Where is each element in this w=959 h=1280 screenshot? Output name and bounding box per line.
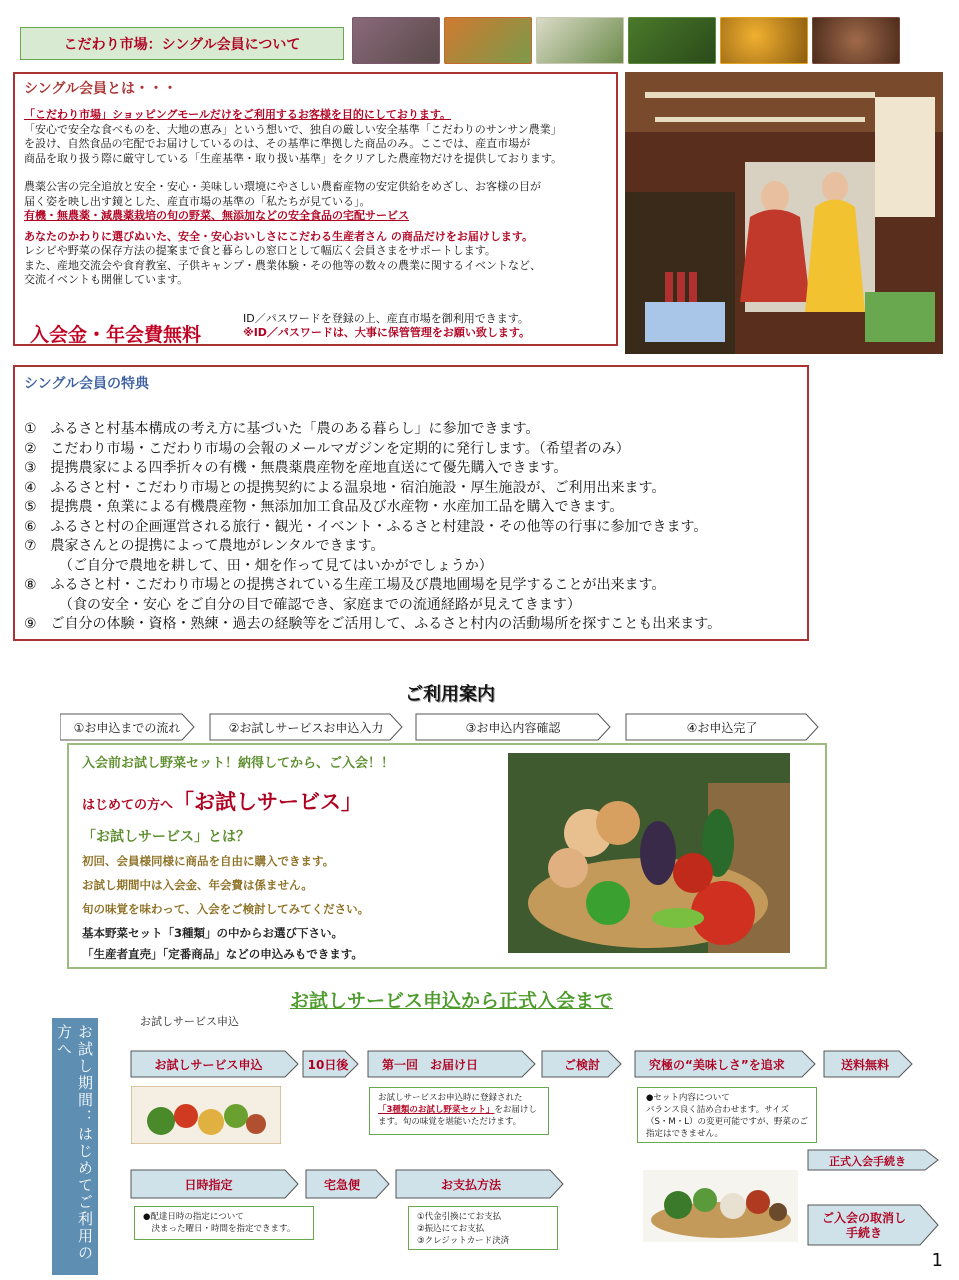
market-stall-photo — [625, 72, 943, 354]
intro-p1-line4: 商品を取り扱う際に厳守している「生産基準・取り扱い基準」をクリアした農産物だけを提供しております。 — [24, 151, 563, 165]
benefit-item: ⑧ ふるさと村・こだわり市場との提携されている生産工場及び農地圃場を見学することが出来ます。 — [24, 577, 666, 593]
note-line: ます。旬の味覚を堪能いただけます。 — [378, 1117, 522, 1127]
id-note: ID／パスワードを登録の上、産直市場を御利用できます。 — [243, 312, 529, 325]
benefit-item: ④ ふるさと村・こだわり市場との提携契約による温泉地・宿泊施設・厚生施設が、ご利用出来ます。 — [24, 479, 666, 496]
note-line — [378, 1104, 540, 1116]
note-line: バランス良く詰め合わせます。サイズ — [646, 1105, 789, 1115]
trial-line: 初回、会員様同様に商品を自由に購入できます。 — [82, 854, 335, 868]
flow-title: お試しサービス申込から正式入会まで — [290, 990, 614, 1012]
strip-photo-4 — [628, 17, 716, 64]
id-warning: ※ID／パスワードは、大事に保管管理をお願い致します。 — [243, 326, 531, 339]
flow-note-set — [637, 1087, 817, 1143]
note-line: ●配達日時の指定について — [143, 1212, 244, 1222]
intro-p2-line1: 農薬公害の完全追放と安全・安心・美味しい環境にやさしい農畜産物の安定供給をめざし、お客様の目が — [24, 180, 541, 193]
trial-period-sidebar — [52, 1018, 98, 1275]
flow-payment: お支払方法 — [440, 1177, 501, 1192]
page-header-title: こだわり市場：シングル会員について — [20, 27, 344, 60]
trial-period-label: お試し期間：はじめてご利用の方へ — [55, 1024, 94, 1262]
intro-heading: シングル会員とは・・・ — [24, 81, 177, 97]
trial-line: 基本野菜セット「3種類」の中からお選び下さい。 — [82, 926, 343, 940]
benefit-item: ② こだわり市場・こだわり市場の会報のメールマガジンを定期的に発行します。（希望者のみ） — [24, 440, 630, 457]
flow-vegetable-photo-2 — [643, 1170, 798, 1242]
flow-pursuit-taste: 究極の“美味しさ”を追求 — [649, 1057, 785, 1072]
intro-p3-line4: 交流イベントも開催しています。 — [24, 273, 189, 286]
flow-first-delivery: 第一回 お届け日 — [382, 1057, 479, 1072]
benefit-item: ③ 提携農家による四季折々の有機・無農薬農産物を産地直送にて優先購入できます。 — [24, 460, 568, 476]
trial-lead — [82, 786, 362, 816]
note-emph: 「3種類のお試し野菜セット」 — [378, 1105, 495, 1115]
intro-p3-line3: また、産地交流会や食育教室、子供キャンプ・農業体験・その他等の数々の農業に関するイベントなど、 — [24, 258, 541, 272]
vegetable-basket-photo — [508, 753, 790, 953]
note-line: （S・M・L）の変更可能ですが、野菜のご — [646, 1117, 808, 1127]
flow-note-date — [134, 1206, 314, 1240]
note-line: 指定はできません。 — [646, 1129, 724, 1139]
trial-lead-small: はじめての方へ — [82, 798, 174, 813]
benefits-list — [24, 420, 721, 635]
trial-what: 「お試しサービス」とは？ — [82, 829, 250, 845]
benefit-item: ⑥ ふるさと村の企画運営される旅行・観光・イベント・ふるさと村建設・その他等の行事に参加できます。 — [24, 518, 708, 535]
flow-vegetable-photo-1 — [131, 1086, 281, 1144]
strip-photo-1 — [352, 17, 440, 64]
benefits-heading: シングル会員の特典 — [24, 376, 149, 392]
guide-step-3[interactable]: ③お申込内容確認 — [465, 720, 561, 735]
trial-lead-big: 「お試しサービス」 — [173, 790, 363, 814]
flow-free-shipping: 送料無料 — [840, 1057, 889, 1072]
intro-p1-line3: を設け、自然食品の宅配でお届けしているのは、その基準に準拠した商品のみ。ここでは、産直市場が — [24, 137, 531, 150]
note-line: お試しサービスお申込時に登録された — [378, 1093, 523, 1103]
intro-p3-line2: レシピや野菜の保存方法の提案まで食と暮らしの窓口として幅広く会員さまをサポートします。 — [24, 244, 496, 257]
page-number: 1 — [931, 1250, 943, 1271]
flow-note-payment — [408, 1206, 558, 1250]
intro-p1-line2: 「安心で安全な食べものを、大地の恵み」という想いで、独自の厳しい安全基準「こだわりのサンサン農業」 — [24, 122, 562, 136]
flow-note-delivery — [369, 1087, 549, 1135]
intro-body — [24, 108, 614, 288]
trial-line: 「生産者直売」「定番商品」などの申込みもできます。 — [82, 947, 363, 961]
benefit-item: ① ふるさと村基本構成の考え方に基づいた「農のある暮らし」に参加できます。 — [24, 421, 540, 437]
trial-line: 旬の味覚を味わって、入会をご検討してみてください。 — [82, 902, 370, 916]
guide-step-4[interactable]: ④お申込完了 — [686, 720, 758, 735]
benefit-item: ⑨ ご自分の体験・資格・熟練・過去の経験等をご活用して、ふるさと村内の活動場所を探すことも出来ます。 — [24, 616, 722, 632]
trial-catch: 入会前お試し野菜セット！納得してから、ご入会！！ — [82, 756, 395, 771]
benefit-item: （ご自分で農地を耕して、田・畑を作って見てはいかがでしょうか） — [24, 557, 493, 574]
trial-line: お試し期間中は入会金、年会費は係ません。 — [82, 878, 313, 892]
note-tail: をお届けし — [494, 1105, 537, 1115]
flow-date-specify: 日時指定 — [184, 1177, 233, 1192]
guide-step-1[interactable]: ①お申込までの流れ — [73, 720, 181, 735]
flow-formal-join: 正式入会手続き — [829, 1155, 906, 1168]
strip-photo-5 — [720, 17, 808, 64]
flow-trial-apply: お試しサービス申込 — [154, 1057, 263, 1072]
note-line: 決まった曜日・時間を指定できます。 — [143, 1224, 296, 1234]
strip-photo-6 — [812, 17, 900, 64]
flow-consider: ご検討 — [563, 1057, 600, 1072]
benefit-item: ⑤ 提携農・魚業による有機農産物・無添加加工食品及び水産物・水産加工品を購入できます。 — [24, 499, 624, 515]
flow-10-days: 10日後 — [307, 1057, 349, 1072]
note-line: ②振込にてお支払 — [417, 1224, 485, 1234]
note-line: ①代金引換にてお支払 — [417, 1212, 502, 1222]
benefit-item: ⑦ 農家さんとの提携によって農地がレンタルできます。 — [24, 538, 385, 554]
intro-p1-line1: 「こだわり市場」ショッピングモールだけをご利用するお客様を目的にしております。 — [24, 108, 452, 121]
flow-sub: お試しサービス申込 — [140, 1015, 239, 1028]
guide-step-2[interactable]: ②お試しサービスお申込入力 — [228, 720, 384, 735]
strip-photo-2 — [444, 17, 532, 64]
note-line: ●セット内容について — [646, 1093, 730, 1103]
guide-title: ご利用案内 — [405, 684, 495, 705]
free-fee-label: 入会金・年会費無料 — [30, 324, 202, 346]
cancel-line: 手続き — [845, 1226, 882, 1240]
benefit-item: （食の安全・安心 をご自分の目で確認でき、家庭までの流通経路が見えてきます） — [24, 596, 581, 613]
intro-p2-line3: 有機・無農薬・減農薬栽培の旬の野菜、無添加などの安全食品の宅配サービス — [24, 209, 409, 222]
note-line: ③クレジットカード決済 — [417, 1236, 510, 1246]
strip-photo-3 — [536, 17, 624, 64]
intro-p3-line1: あなたのかわりに選びぬいた、安全・安心おいしさにこだわる生産者さん の商品だけをお届けします。 — [24, 229, 533, 243]
flow-cancel-membership — [808, 1207, 920, 1245]
flow-courier: 宅急便 — [323, 1177, 360, 1192]
cancel-line: ご入会の取消し — [821, 1211, 906, 1225]
intro-p2-line2: 届く姿を映し出す鏡とした、産直市場の基準の「私たちが見ている」。 — [24, 194, 371, 208]
